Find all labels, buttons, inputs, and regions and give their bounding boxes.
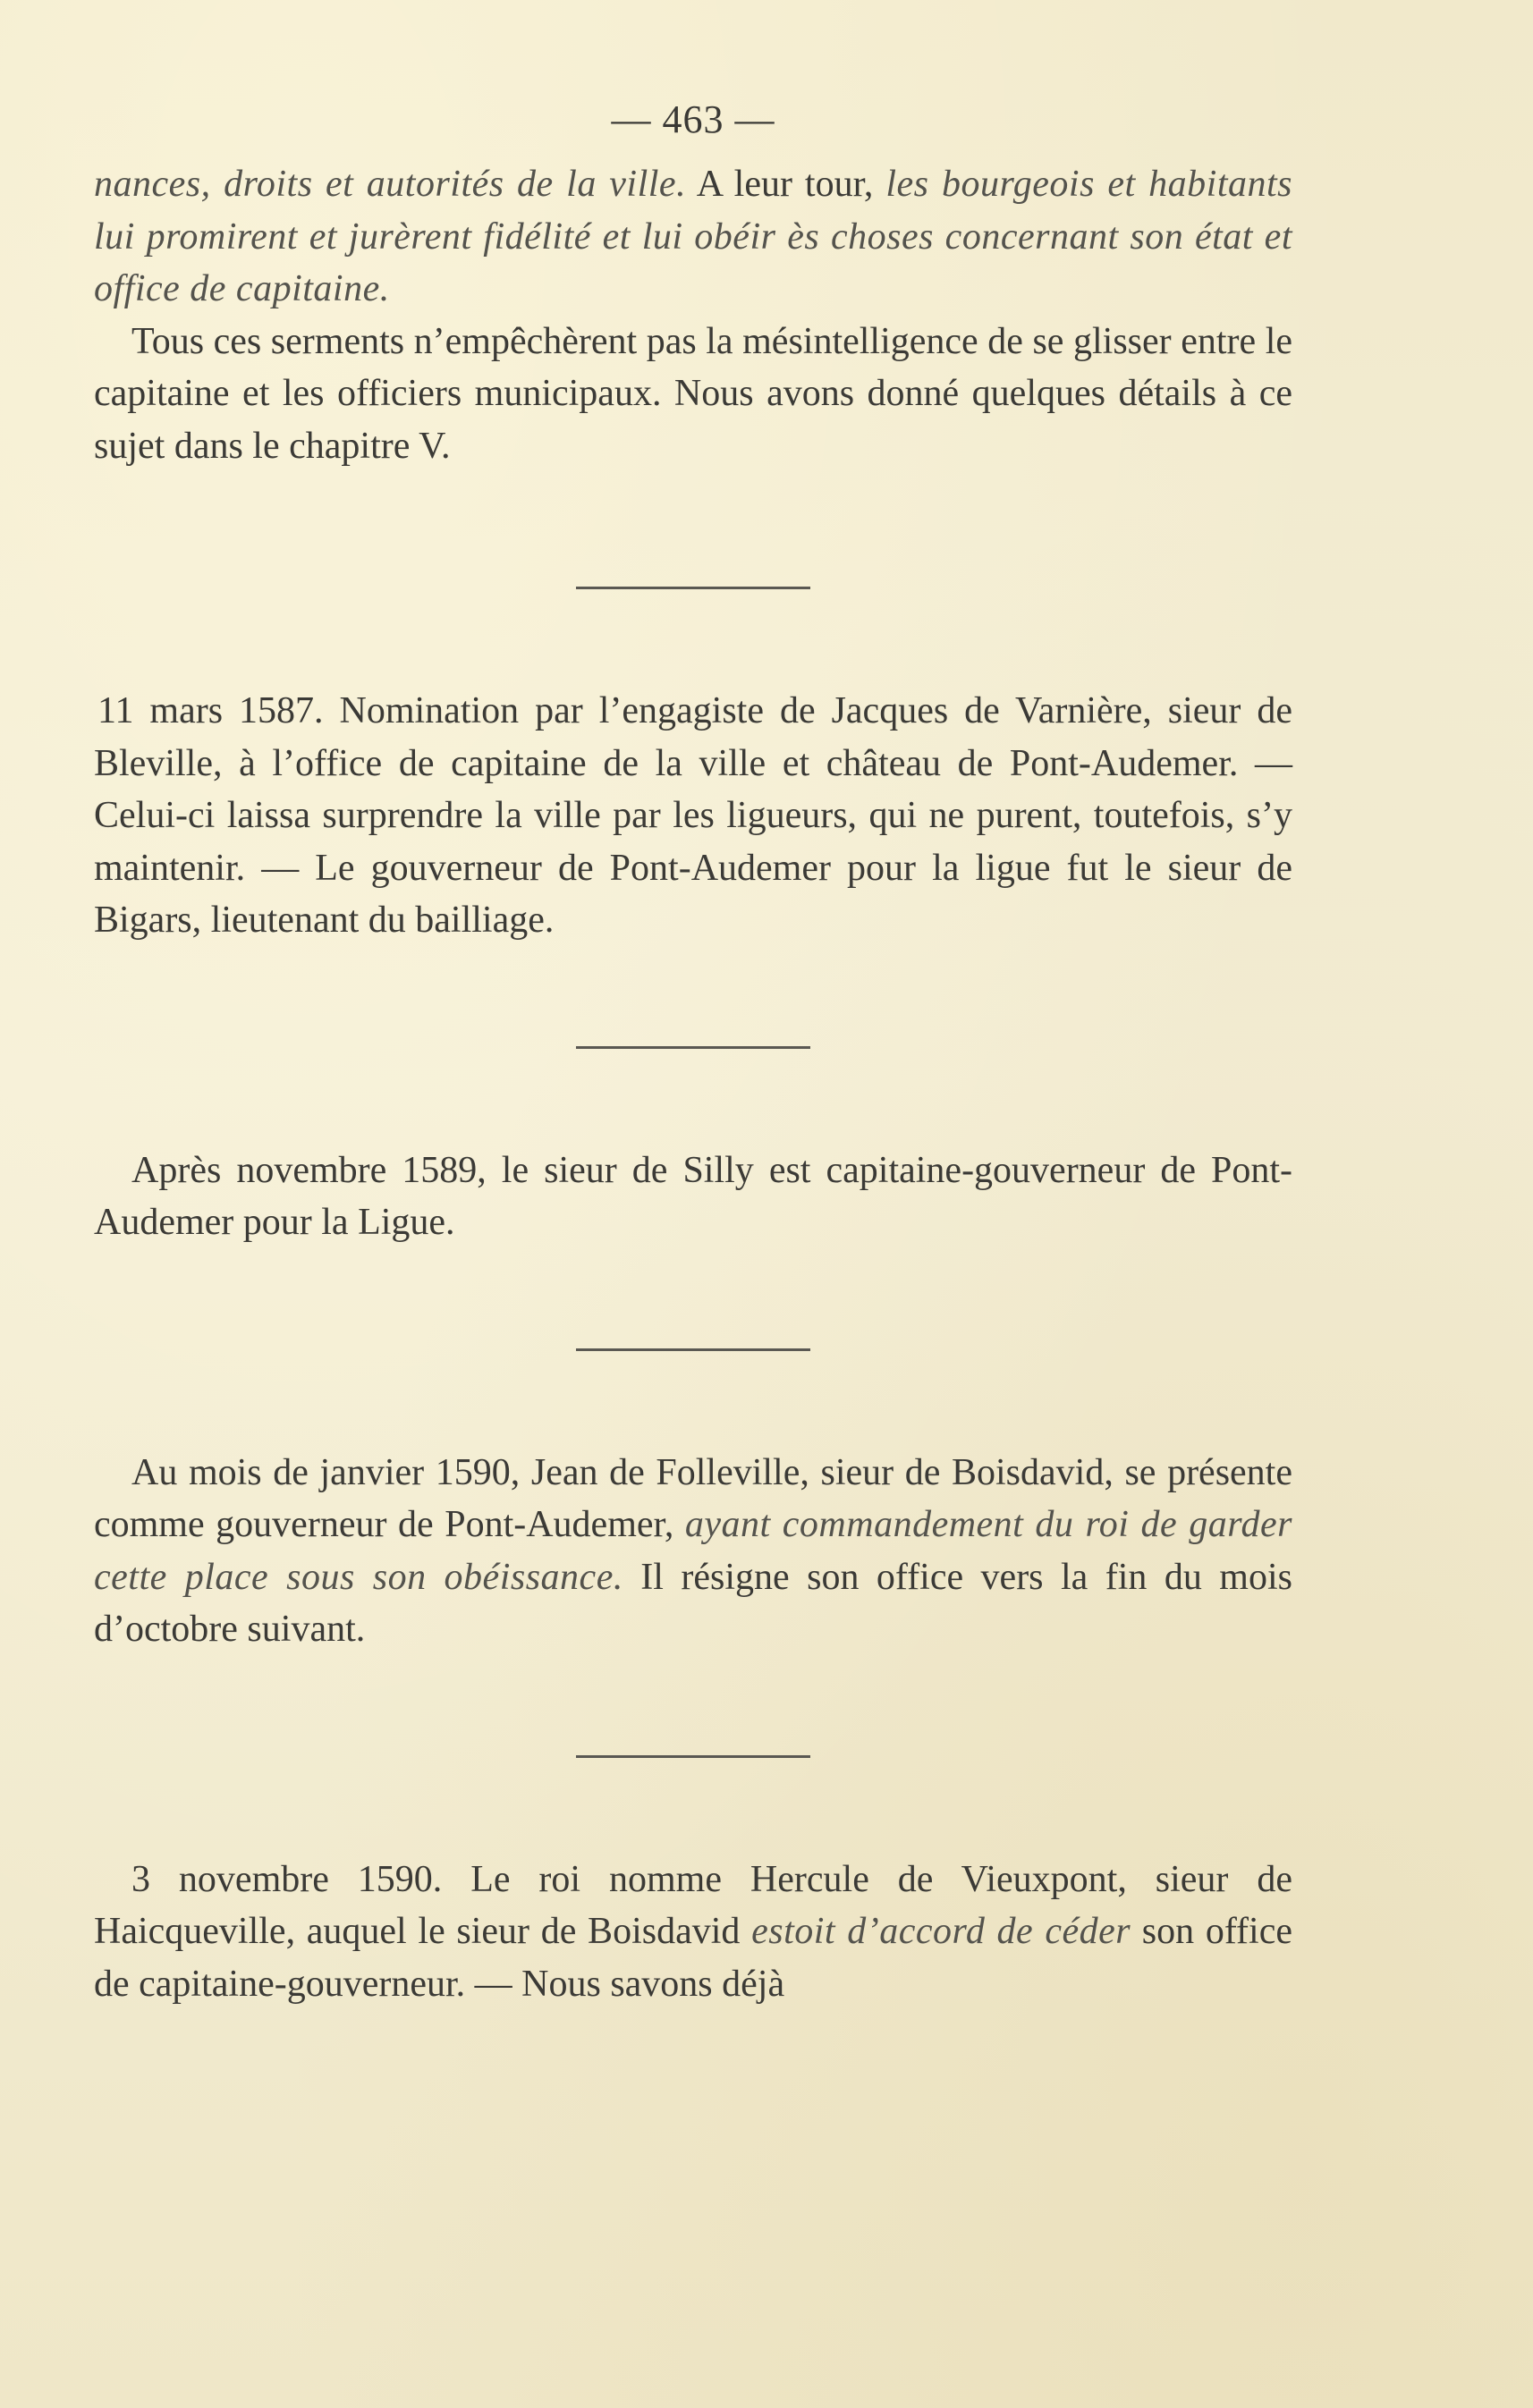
text-run: A leur tour,	[686, 164, 886, 205]
paragraph-mesintelligence	[94, 316, 1292, 473]
text-run: Tous ces serments n’empêchèrent pas la mésintelligence de se glisser entre le capitaine et les officiers municipaux. Nous avons donné quelques détails à ce sujet dans le chapitre V.	[94, 320, 1292, 467]
text-run: 11 mars 1587. Nomination par l’engagiste de Jacques de Varnière, sieur de Bleville, à l’office de capitaine de la ville et château de Pont-Audemer. — Celui-ci laissa surprendre la ville par les ligueurs, qui ne purent, toutefois, s’y maintenir. — Le gouverneur de Pont-Audemer pour la ligue fut le sieur de Bigars, lieutenant du bailliage.	[94, 690, 1292, 941]
section-divider	[576, 1755, 810, 1758]
book-page	[94, 97, 1292, 2010]
text-run: Il résigne son office vers la fin du mois d’octobre suivant.	[94, 1556, 1292, 1650]
italic-text: nances, droits et autorités de la ville.	[94, 164, 687, 205]
page-number: — 463 —	[611, 97, 775, 141]
section-divider	[576, 1348, 810, 1351]
text-run: Au mois de janvier 1590, Jean de Folleville, sieur de Boisdavid, se présente comme gouverneur de Pont-Audemer,	[94, 1451, 1292, 1545]
italic-text: estoit d’accord de céder	[751, 1911, 1131, 1952]
paragraph-oath-continuation	[94, 158, 1292, 316]
section-divider	[576, 1046, 810, 1049]
paragraph-1589	[94, 1145, 1292, 1249]
text-run: Après novembre 1589, le sieur de Silly est capitaine-gouverneur de Pont-Audemer pour la Ligue.	[94, 1149, 1292, 1243]
paragraph-1587	[94, 685, 1292, 947]
italic-text: les bourgeois et habitants lui promirent et jurèrent fidélité et lui obéir ès choses concernant son état et office de capitaine.	[94, 164, 1292, 309]
text-run: 3 novembre 1590. Le roi nomme Hercule de Vieuxpont, sieur de Haicqueville, auquel le sieur de Boisdavid	[94, 1858, 1292, 1952]
italic-text: ayant commandement du roi de garder cette place sous son obéissance.	[94, 1504, 1292, 1598]
paragraph-novembre-1590	[94, 1854, 1292, 2011]
section-divider	[576, 587, 810, 589]
paragraph-janvier-1590	[94, 1447, 1292, 1656]
text-run: son office de capitaine-gouverneur. — Nous savons déjà	[94, 1911, 1292, 2005]
